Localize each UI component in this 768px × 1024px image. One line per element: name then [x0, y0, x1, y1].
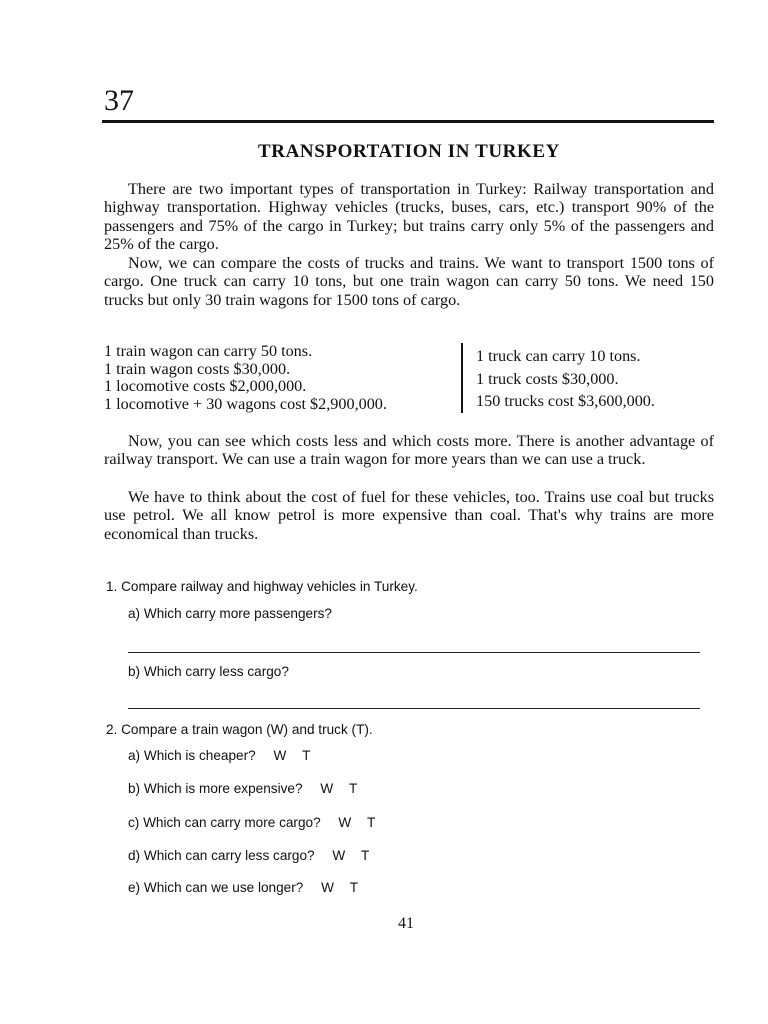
question-2e-text: e) Which can we use longer?: [128, 880, 304, 895]
choice-w[interactable]: W: [338, 815, 352, 830]
question-2a: [128, 748, 316, 763]
question-2a-text: a) Which is cheaper?: [128, 748, 256, 763]
choice-w[interactable]: W: [320, 781, 334, 796]
paragraph-cost-comparison: Now, we can compare the costs of trucks and trains. We want to transport 1500 tons of cargo. One truck can carry 10 tons, but one train wagon can carry 50 tons. We need 150 trucks but only 30 train wagons for 1500 tons of cargo.: [104, 254, 714, 309]
truck-fact: 1 truck can carry 10 tons.: [476, 347, 641, 365]
train-facts: [104, 343, 454, 413]
question-2c: [128, 815, 381, 830]
answer-line-1a[interactable]: [128, 652, 700, 653]
chapter-number: 37: [104, 84, 134, 117]
truck-fact: 150 trucks cost $3,600,000.: [476, 392, 655, 410]
header-rule: [102, 120, 714, 123]
choice-t[interactable]: T: [348, 781, 358, 796]
choice-t[interactable]: T: [367, 815, 376, 830]
paragraph-fuel: We have to think about the cost of fuel for these vehicles, too. Trains use coal but trucks use petrol. We all know petrol is more expensive than coal. That's why trains are more economical than trucks.: [104, 488, 714, 543]
question-2c-text: c) Which can carry more cargo?: [128, 815, 321, 830]
question-1b: b) Which carry less cargo?: [128, 664, 289, 679]
column-divider: [461, 343, 463, 413]
paragraph-advantage: Now, you can see which costs less and which costs more. There is another advantage of railway transport. We can use a train wagon for more years than we can use a truck.: [104, 432, 714, 469]
page-number: 41: [398, 915, 414, 932]
wt-choices: [267, 748, 316, 763]
wt-choices: [314, 781, 363, 796]
question-2b-text: b) Which is more expensive?: [128, 781, 303, 796]
question-1-prompt: 1. Compare railway and highway vehicles in Turkey.: [106, 579, 418, 594]
truck-facts: [476, 345, 716, 413]
page-title: TRANSPORTATION IN TURKEY: [258, 141, 560, 162]
choice-t[interactable]: T: [349, 880, 359, 895]
question-2b: [128, 781, 363, 796]
question-2d-text: d) Which can carry less cargo?: [128, 848, 315, 863]
choice-w[interactable]: W: [321, 880, 334, 895]
train-fact: 1 locomotive costs $2,000,000.: [104, 377, 307, 395]
paragraph-intro: There are two important types of transportation in Turkey: Railway transportation and highway transportation. Highway vehicles (trucks, buses, cars, etc.) transport 90% of the passengers and 75% of the cargo in Turkey; but trains carry only 5% of the passengers and 25% of the cargo.: [104, 180, 714, 253]
train-fact: 1 train wagon can carry 50 tons.: [104, 342, 313, 360]
wt-choices: [332, 815, 381, 830]
wt-choices: [315, 880, 364, 895]
truck-fact: 1 truck costs $30,000.: [476, 369, 619, 388]
question-2-prompt: 2. Compare a train wagon (W) and truck (T).: [106, 722, 373, 737]
question-2d: [128, 848, 375, 863]
wt-choices: [326, 848, 375, 863]
choice-t[interactable]: T: [361, 848, 370, 863]
choice-w[interactable]: W: [273, 748, 287, 763]
train-fact: 1 locomotive + 30 wagons cost $2,900,000.: [104, 394, 387, 413]
choice-w[interactable]: W: [332, 848, 346, 863]
question-2e: [128, 880, 364, 895]
answer-line-1b[interactable]: [128, 708, 700, 709]
question-1a: a) Which carry more passengers?: [128, 606, 332, 621]
train-fact: 1 train wagon costs $30,000.: [104, 359, 291, 378]
choice-t[interactable]: T: [302, 748, 311, 763]
